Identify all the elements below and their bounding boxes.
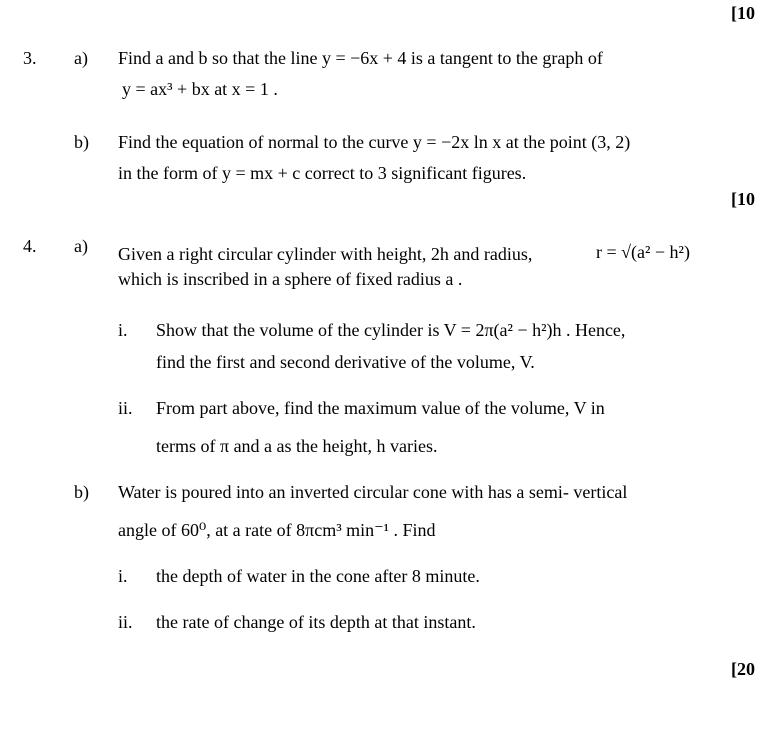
q4a-line2: which is inscribed in a sphere of fixed radius a . [118,269,463,289]
q4b-line2: angle of 60⁰, at a rate of 8πcm³ min⁻¹ . Find [118,520,436,540]
marks-q4: [20 [731,659,755,679]
q4a-i-line1: Show that the volume of the cylinder is V = 2π(a² − h²)h . Hence, [156,320,626,340]
q4b-i-label: i. [118,566,128,586]
q4a-ii-line2: terms of π and a as the height, h varies. [156,436,438,456]
question-4-number: 4. [23,236,37,256]
q4a-i-label: i. [118,320,128,340]
q3b-line1: Find the equation of normal to the curve y = −2x ln x at the point (3, 2) [118,132,631,152]
q4a-radius-expression: r = √(a² − h²) [596,242,690,262]
q4a-line1: Given a right circular cylinder with height, 2h and radius, [118,244,533,264]
q3a-line1: Find a and b so that the line y = −6x + 4 is a tangent to the graph of [118,48,603,68]
marks-top: [10 [731,3,755,23]
q4b-i-text: the depth of water in the cone after 8 minute. [156,566,480,586]
q4b-line1: Water is poured into an inverted circular cone with has a semi- vertical [118,482,628,502]
q3a-label: a) [74,48,88,68]
marks-q3: [10 [731,189,755,209]
question-3-number: 3. [23,48,37,68]
q4a-i-line2: find the first and second derivative of the volume, V. [156,352,535,372]
q3b-label: b) [74,132,89,152]
q3b-line2: in the form of y = mx + c correct to 3 significant figures. [118,163,527,183]
q4a-ii-line1: From part above, find the maximum value of the volume, V in [156,398,605,418]
q4b-ii-label: ii. [118,612,133,632]
q4a-ii-label: ii. [118,398,133,418]
q4b-ii-text: the rate of change of its depth at that instant. [156,612,476,632]
q4a-label: a) [74,236,88,256]
q3a-line2: y = ax³ + bx at x = 1 . [122,79,278,99]
q4b-label: b) [74,482,89,502]
